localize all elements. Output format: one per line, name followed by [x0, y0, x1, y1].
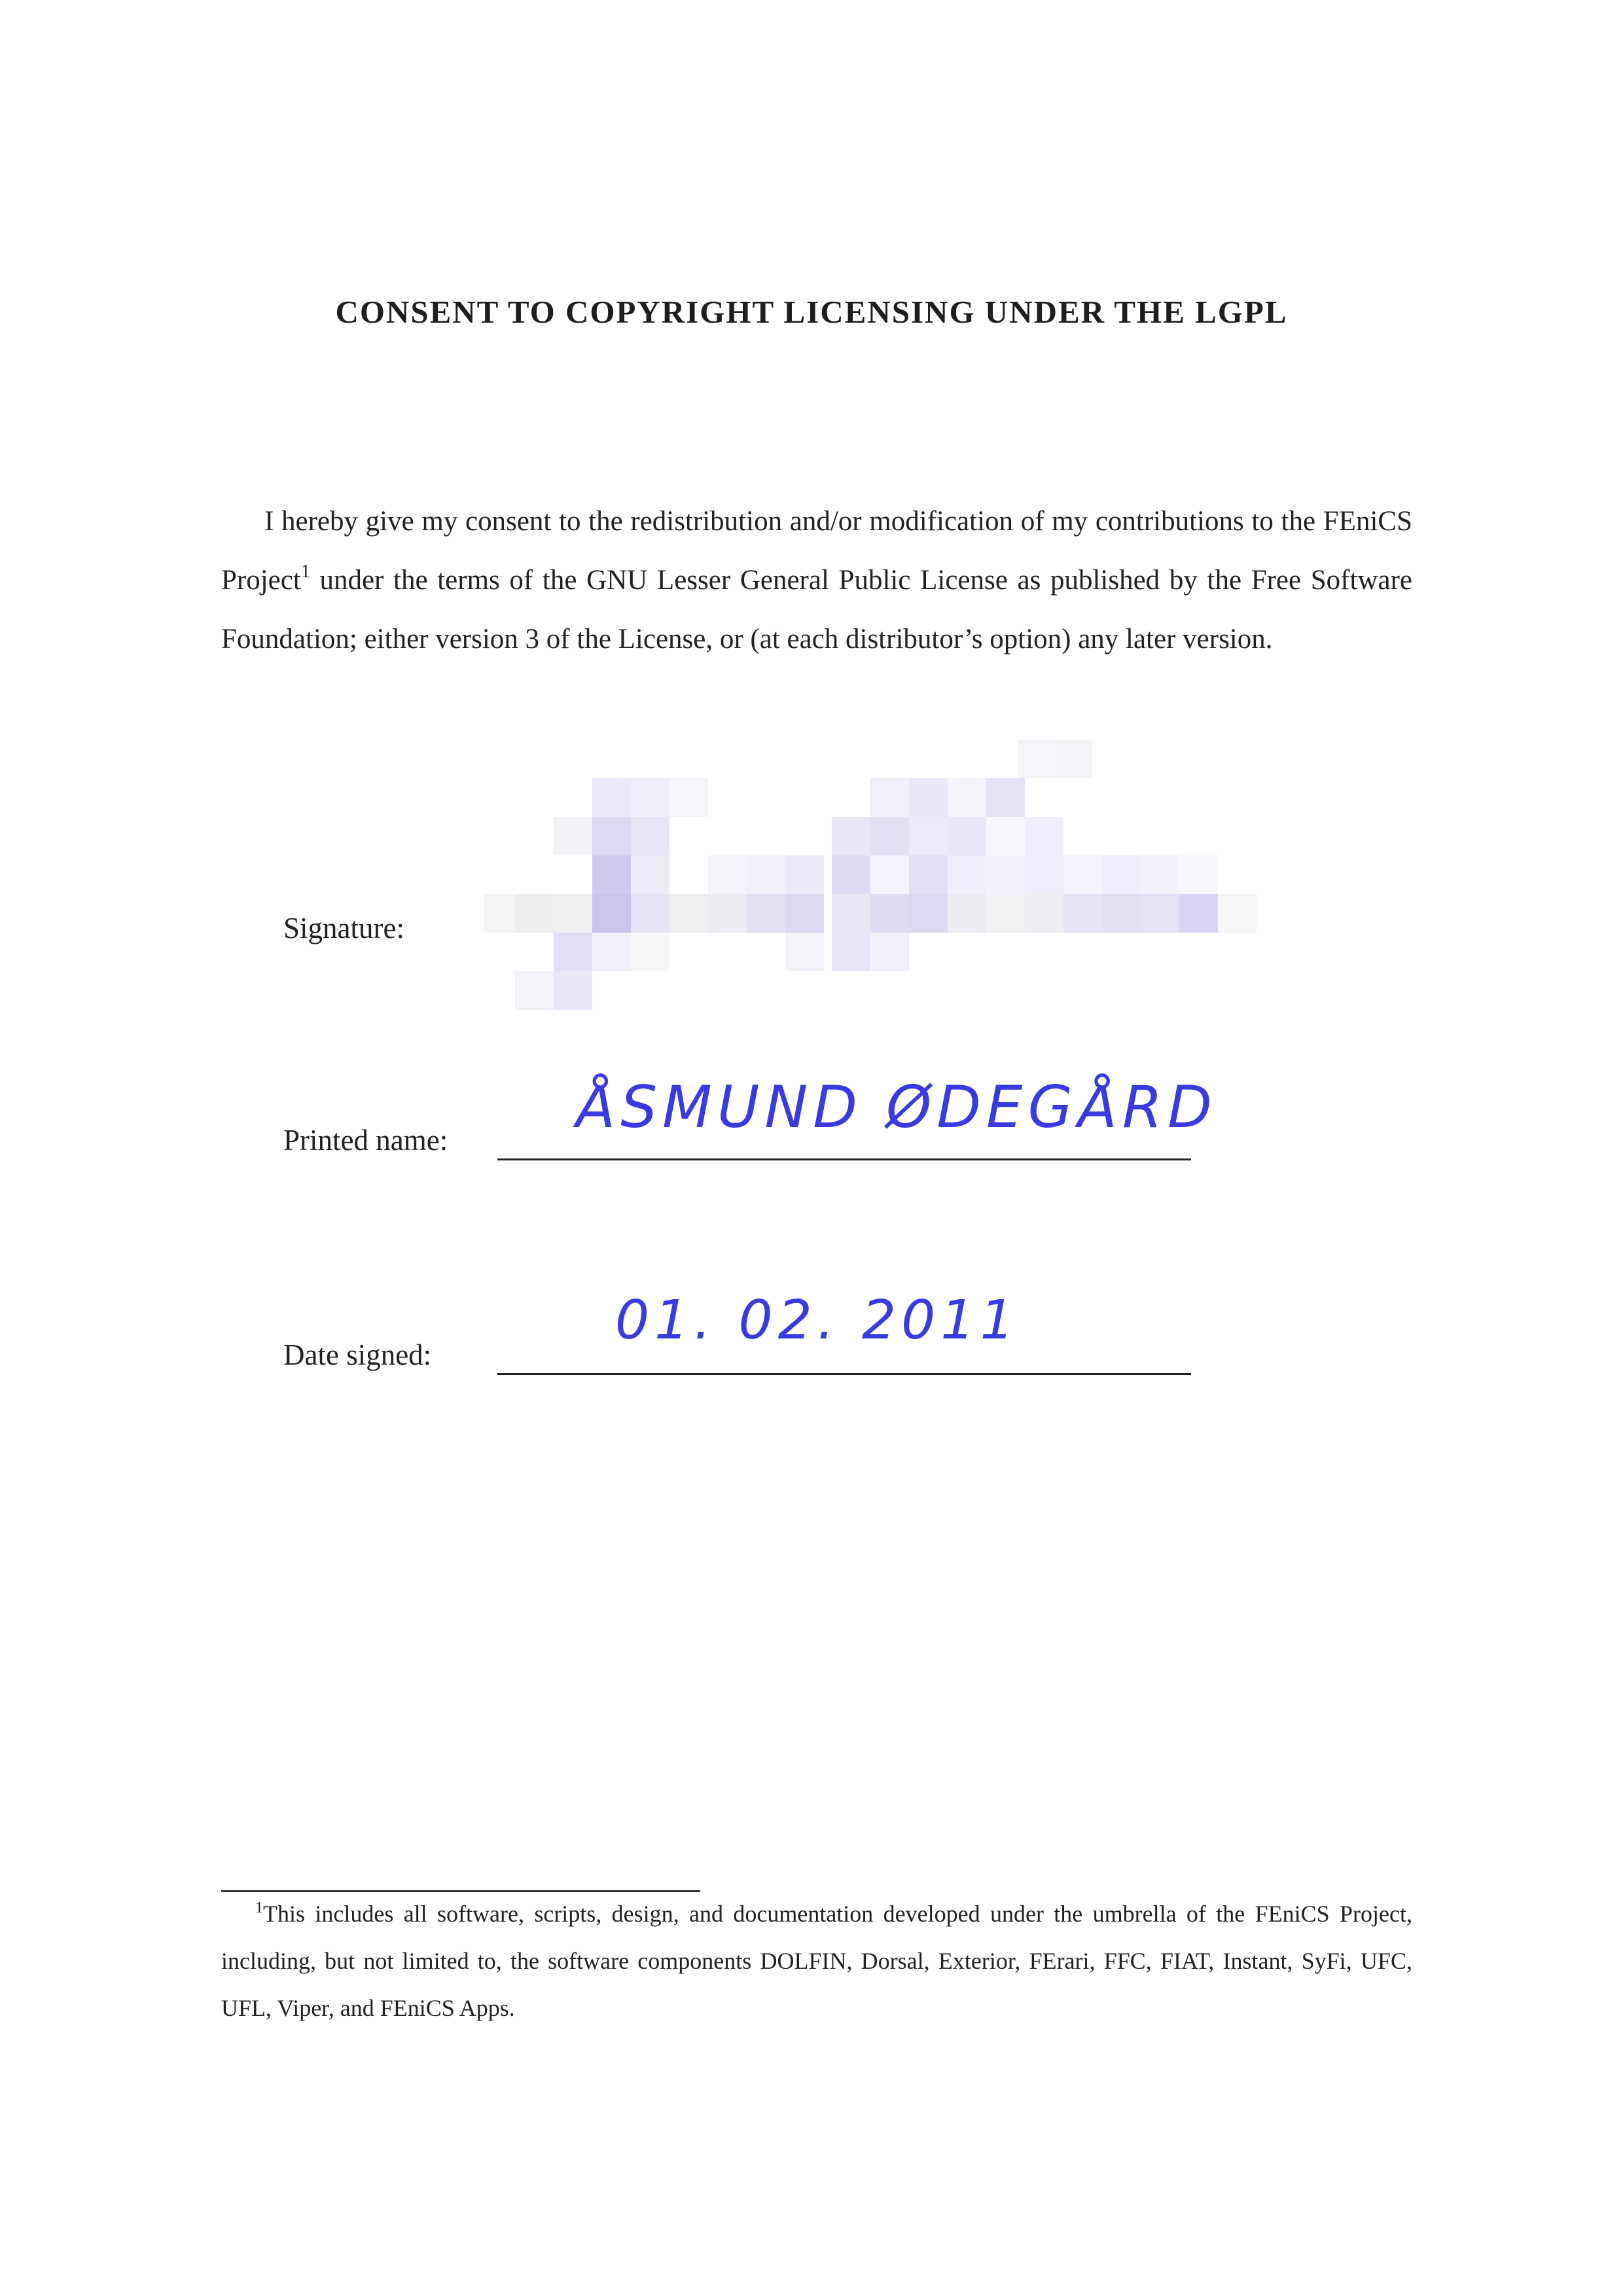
date-signed-label: Date signed:	[283, 1338, 432, 1371]
consent-text-end: under the terms of the GNU Lesser General Public License as published by the Free Software Foundation; either version 3 of the License, or (at each distributor’s option) any later version.	[221, 565, 1412, 655]
date-signed-handwriting: 01. 02. 2011	[615, 1289, 1020, 1352]
footnote-reference: 1	[300, 562, 310, 582]
footnote-text: This includes all software, scripts, design, and documentation developed under the umbrella of the FEniCS Project, including, but not limited to, the software components DOLFIN, Dorsal, Exterior, FErari, FFC, FIAT, Instant, SyFi, UFC, UFL, Viper, and FEniCS Apps.	[221, 1901, 1412, 2021]
printed-name-handwriting: ÅSMUND ØDEGÅRD	[576, 1073, 1217, 1141]
footnote	[221, 1890, 1412, 2032]
printed-name-line	[497, 1158, 1191, 1160]
signature-pixelated-image	[484, 740, 1257, 1021]
consent-paragraph	[221, 492, 1412, 669]
consent-text-start: I hereby give my consent to the redistribution and/or modification of my contributions to the FEniCS Project	[221, 506, 1412, 596]
date-signed-line	[497, 1373, 1191, 1375]
footnote-number: 1	[255, 1899, 263, 1916]
document-title: CONSENT TO COPYRIGHT LICENSING UNDER THE LGPL	[335, 294, 1288, 330]
signature-label: Signature:	[283, 912, 404, 944]
printed-name-label: Printed name:	[283, 1124, 448, 1157]
